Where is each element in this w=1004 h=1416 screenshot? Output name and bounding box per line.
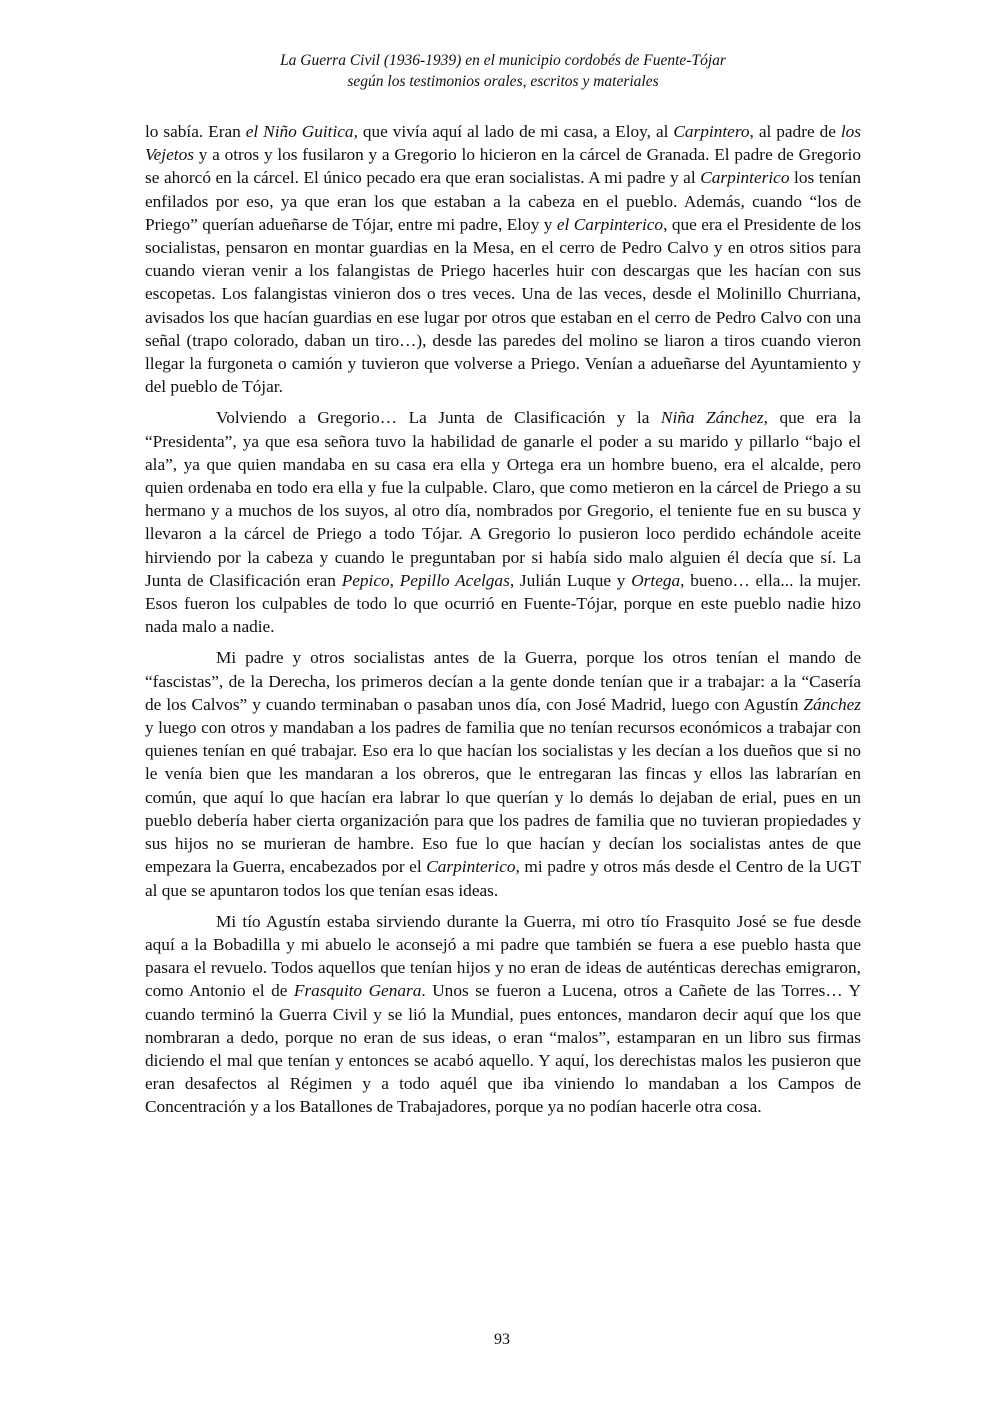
text-run: Mi padre y otros socialistas antes de la Guerra, porque los otros tenían el mando de “fascistas”, de la Derecha, los primeros decían a la gente donde tenían que ir a trabajar: a la “Casería de los Calvos” y cuando terminaban o pasaban unos día, con José Madrid, luego con Agustín (145, 648, 861, 714)
text-run: , mi padre y otros más desde el Centro de la UGT al que se apuntaron todos los que tenían esas ideas. (145, 857, 861, 900)
text-run: lo sabía. Eran (145, 122, 246, 141)
text-run: y a otros y los fusilaron y a Gregorio lo hicieron en la cárcel de Granada. El padre de Gregorio se ahorcó en la cárcel. El único pecado era que eran socialistas. A mi padre y al (145, 145, 861, 188)
italic-text-run: Frasquito Genara (293, 981, 422, 1001)
text-run: Volviendo a Gregorio… La Junta de Clasificación y la (216, 408, 661, 428)
text-run: , bueno… ella... la mujer. Esos fueron los culpables de todo lo que ocurrió en Fuente-Tójar, porque en este pueblo nadie hizo nada malo a nadie. (145, 570, 862, 637)
paragraph (145, 646, 861, 901)
running-header (145, 50, 861, 92)
text-run: , Julián Luque y (509, 570, 632, 590)
text-run: , al padre de (749, 122, 841, 141)
body-text (145, 120, 861, 1127)
text-run: , que era la “Presidenta”, ya que esa señora tuvo la habilidad de ganarle el poder a su marido y pillarlo “bajo el ala”, ya que quien mandaba en su casa era ella y Ortega era un hombre bueno, era el alcalde, pero quien ordenaba en todo era ella y fue la culpable. Claro, que como metieron en la cárcel de Priego a su hermano y a muchos de los suyos, al otro día, nombrados por Gregorio, el teniente fue en su busca y llevaron a la cárcel de Priego a todo Tójar. A Gregorio lo pusieron loco perdido echándole aceite hirviendo por la cabeza y cuando le preguntaban por si había sido malo alguien él decía que sí. La Junta de Clasificación eran (145, 408, 861, 590)
paragraph (145, 406, 861, 638)
page-number: 93 (494, 1331, 510, 1348)
italic-text-run: Ortega (631, 570, 681, 590)
italic-text-run: los Vejetos (145, 122, 861, 165)
italic-text-run: el Carpinterico (556, 214, 664, 234)
text-run: Mi tío Agustín estaba sirviendo durante la Guerra, mi otro tío Frasquito José se fue desde aquí a la Bobadilla y mi abuelo le aconsejó a mi padre que también se fuera a ese pueblo hasta que pasara el revuelo. Todos aquellos que tenían hijos y no eran de ideas de auténticas derechas emigraron, como Antonio el de (145, 911, 861, 1001)
text-run: los tenían enfilados por eso, ya que eran los que estaban a la cabeza en el pueblo. Además, cuando “los de Priego” querían adueñarse de Tójar, entre mi padre, Eloy y (145, 168, 861, 234)
header-title-line: La Guerra Civil (1936-1939) en el municipio cordobés de Fuente-Tójar (280, 52, 726, 69)
text-run: , (389, 570, 400, 590)
italic-text-run: Pepico (341, 570, 390, 590)
italic-text-run: Carpintero (673, 122, 750, 141)
italic-text-run: Carpinterico (426, 857, 516, 877)
text-run: . Unos se fueron a Lucena, otros a Cañete de las Torres… Y cuando terminó la Guerra Civil y se lió la Mundial, pues entonces, mandaron decir aquí que los que nombraran a dedo, porque no eran de sus ideas, o eran “malos”, estamparan en un libro sus firmas diciendo el mal que tenían y entonces se acabó aquello. Y aquí, los derechistas malos les pusieron que eran desafectos al Régimen y a todo aquél que iba viniendo lo mandaban a los Campos de Concentración y a los Batallones de Trabajadores, porque ya no podían hacerle otra cosa. (145, 981, 861, 1117)
text-run: , que era el Presidente de los socialistas, pensaron en montar guardias en la Mesa, en el cerro de Pedro Calvo y en otros sitios para cuando vieran venir a los falangistas de Priego hacerles huir con descargas que les hacían con sus escopetas. Los falangistas vinieron dos o tres veces. Una de las veces, desde el Molinillo Churriana, avisados los que hacían guardias en ese lugar por otros que estaban en el cerro de Pedro Calvo con una señal (trapo colorado, daban un tiro…), desde las paredes del molino se liaron a tiros cuando vieron llegar la furgoneta o camión y tuvieron que volverse a Priego. Venían a adueñarse del Ayuntamiento y del pueblo de Tójar. (145, 214, 862, 397)
header-subtitle-line: según los testimonios orales, escritos y materiales (347, 73, 659, 90)
text-run: , que vivía aquí al lado de mi casa, a Eloy, al (353, 122, 674, 141)
text-run: y luego con otros y mandaban a los padres de familia que no tenían recursos económicos a trabajar con quienes tenían en qué trabajar. Eso era lo que hacían los socialistas y les decían a los dueños que si no le venía bien que les mandaran a los obreros, que le entregaran las fincas y ellos las labrarían en común, que aquí lo que hacían era labrar lo que querían y lo demás lo dejaban de erial, pues en un pueblo debería haber cierta organización para que los padres de familia que no tuvieran propiedades y sus hijos no se murieran de hambre. Eso fue lo que hacían y decían los socialistas antes de que empezara la Guerra, encabezados por el (145, 718, 861, 877)
paragraph (145, 120, 861, 398)
italic-text-run: Zánchez (803, 694, 861, 714)
italic-text-run: el Niño Guitica (245, 122, 354, 141)
paragraph (145, 910, 861, 1119)
italic-text-run: Carpinterico (700, 168, 790, 188)
italic-text-run: Pepillo Acelgas (399, 570, 510, 590)
italic-text-run: Niña Zánchez (660, 408, 764, 428)
